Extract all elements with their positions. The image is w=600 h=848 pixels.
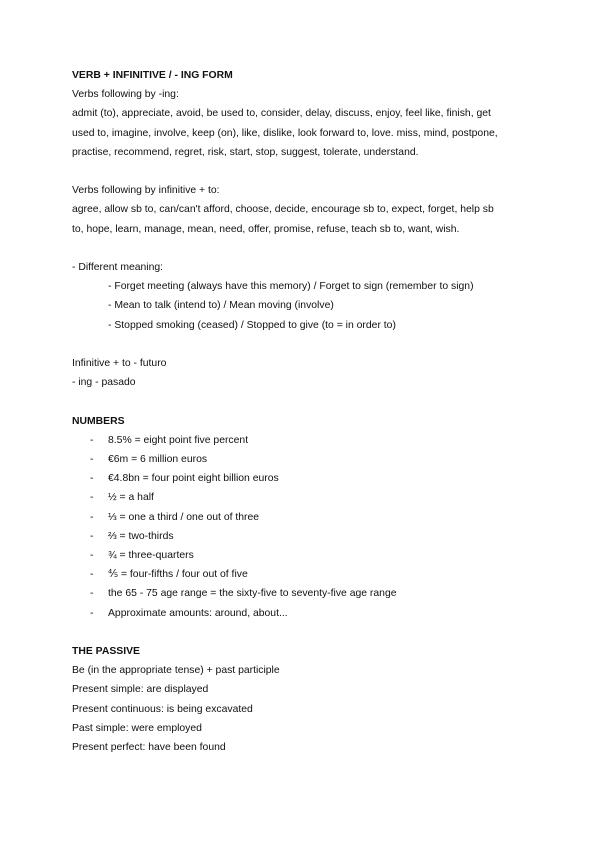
list-item-text: ¾ = three-quarters	[108, 550, 194, 562]
numbers-list	[72, 431, 542, 623]
note-ing: - ing - pasado	[72, 377, 136, 389]
list-item-text: ½ = a half	[108, 492, 154, 504]
numbers-heading: NUMBERS	[72, 415, 125, 427]
spacer	[72, 162, 542, 181]
list-item	[72, 565, 542, 584]
document-page	[72, 66, 542, 757]
list-item-text: the 65 - 75 age range = the sixty-five to seventy-five age range	[108, 588, 397, 600]
list-item-text: ⅔ = two-thirds	[108, 530, 174, 542]
different-meaning-item: - Stopped smoking (ceased) / Stopped to give (to = in order to)	[108, 319, 396, 331]
dash-bullet: -	[90, 511, 94, 523]
ing-verbs-line: admit (to), appreciate, avoid, be used to, consider, delay, discuss, enjoy, feel like, finish, get	[72, 108, 491, 120]
list-item	[72, 431, 542, 450]
spacer	[72, 392, 542, 411]
passive-line: Past simple: were employed	[72, 722, 202, 734]
list-item	[72, 527, 542, 546]
infinitive-intro: Verbs following by infinitive + to:	[72, 185, 220, 197]
verb-infinitive-heading: VERB + INFINITIVE / - ING FORM	[72, 70, 233, 81]
dash-bullet: -	[90, 473, 94, 485]
ing-intro: Verbs following by -ing:	[72, 89, 179, 101]
dash-bullet: -	[90, 588, 94, 600]
passive-line: Present continuous: is being excavated	[72, 703, 253, 715]
dash-bullet: -	[90, 569, 94, 581]
passive-line: Present simple: are displayed	[72, 684, 209, 696]
dash-bullet: -	[90, 607, 94, 619]
list-item	[72, 508, 542, 527]
list-item	[72, 469, 542, 488]
list-item	[72, 546, 542, 565]
infinitive-verbs-line: to, hope, learn, manage, mean, need, offer, promise, refuse, teach sb to, want, wish.	[72, 223, 460, 235]
list-item-text: ⅘ = four-fifths / four out of five	[108, 569, 248, 581]
dash-bullet: -	[90, 530, 94, 542]
ing-verbs-line: practise, recommend, regret, risk, start, stop, suggest, tolerate, understand.	[72, 146, 419, 158]
list-item-text: ⅓ = one a third / one out of three	[108, 511, 260, 523]
list-item-text: 8.5% = eight point five percent	[108, 434, 249, 446]
dash-bullet: -	[90, 434, 94, 446]
list-item-text: Approximate amounts: around, about...	[108, 607, 288, 619]
passive-line: Be (in the appropriate tense) + past participle	[72, 665, 280, 677]
ing-verbs-line: used to, imagine, involve, keep (on), like, dislike, look forward to, love. miss, mind, postpone,	[72, 127, 498, 139]
list-item-text: €4.8bn = four point eight billion euros	[108, 473, 279, 485]
dash-bullet: -	[90, 550, 94, 562]
list-item-text: €6m = 6 million euros	[108, 454, 208, 465]
list-item	[72, 450, 542, 469]
spacer	[72, 239, 542, 258]
spacer	[72, 335, 542, 354]
spacer	[72, 623, 542, 642]
note-infinitive: Infinitive + to - futuro	[72, 358, 167, 369]
list-item	[72, 604, 542, 623]
passive-heading: THE PASSIVE	[72, 646, 140, 658]
different-meaning-item: - Forget meeting (always have this memory) / Forget to sign (remember to sign)	[108, 281, 474, 293]
different-meaning-intro: - Different meaning:	[72, 262, 164, 273]
different-meaning-item: - Mean to talk (intend to) / Mean moving (involve)	[108, 300, 334, 312]
list-item	[72, 584, 542, 603]
list-item	[72, 488, 542, 507]
dash-bullet: -	[90, 492, 94, 504]
dash-bullet: -	[90, 454, 94, 465]
infinitive-verbs-line: agree, allow sb to, can/can't afford, choose, decide, encourage sb to, expect, forget, help sb	[72, 204, 494, 216]
passive-line: Present perfect: have been found	[72, 742, 226, 754]
